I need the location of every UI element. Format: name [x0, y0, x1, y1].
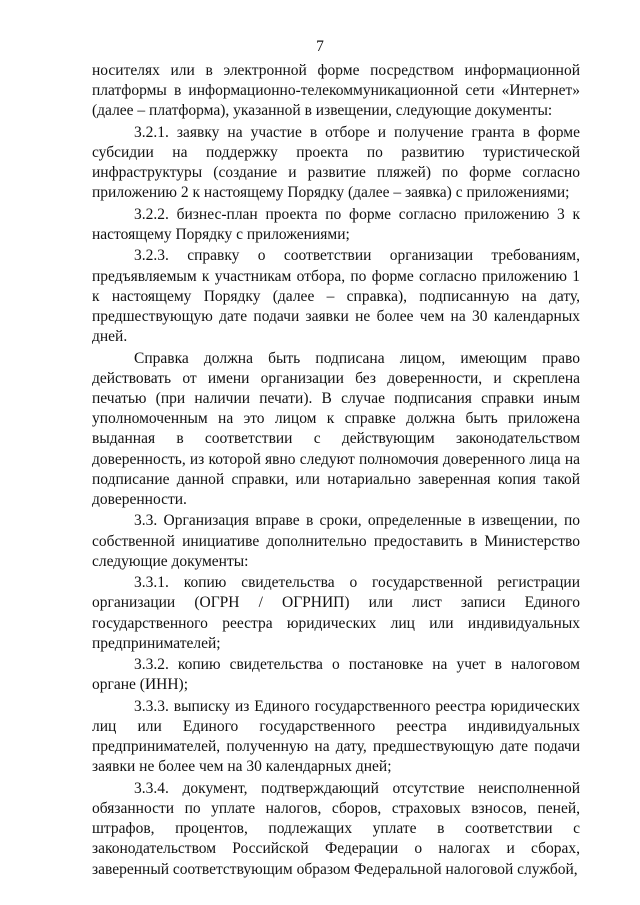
- paragraph-3-2-2: 3.2.2. бизнес-план проекта по форме согласно приложению 3 к настоящему Порядку с приложениями;: [92, 205, 580, 243]
- paragraph-3-3: 3.3. Организация вправе в сроки, определенные в извещении, по собственной инициативе дополнительно предоставить в Министерство следующие документы:: [92, 512, 580, 570]
- paragraph-intro: носителях или в электронной форме посредством информационной платформы в информационно-телекоммуникационной сети «Интернет» (далее – платформа), указанной в извещении, следующие документы:: [92, 62, 580, 120]
- paragraph-3-3-4: 3.3.4. документ, подтверждающий отсутствие неисполненной обязанности по уплате налогов, сборов, страховых взносов, пеней, штрафов, процентов, подлежащих уплате в соответствии с законодательством Российской Федерации о налогах и сборах, заверенный соответствующим образом Федеральной налоговой службой,: [92, 779, 580, 878]
- paragraph-3-3-3: 3.3.3. выписку из Единого государственного реестра юридических лиц или Единого государственного реестра индивидуальных предпринимателей, полученную на дату, предшествующую дате подачи заявки не более чем на 30 календарных дней;: [92, 697, 580, 776]
- paragraph-3-2-1: 3.2.1. заявку на участие в отборе и получение гранта в форме субсидии на поддержку проекта по развитию туристической инфраструктуры (создание и развитие пляжей) по форме согласно приложению 2 к настоящему Порядку (далее – заявка) с приложениями;: [92, 123, 580, 202]
- paragraph-signature-requirements: Справка должна быть подписана лицом, имеющим право действовать от имени организации без доверенности, и скреплена печатью (при наличии печати). В случае подписания справки иным уполномоченным на это лицом к справке должна быть приложена выданная в соответствии с действующим законодательством доверенность, из которой явно следуют полномочия доверенного лица на подписание данной справки, или нотариально заверенная копия такой доверенности.: [92, 349, 580, 509]
- document-body: [92, 61, 580, 881]
- paragraph-3-2-3: 3.2.3. справку о соответствии организации требованиям, предъявляемым к участникам отбора, по форме согласно приложению 1 к настоящему Порядку (далее – справка), подписанную на дату, предшествующую дате подачи заявки не более чем на 30 календарных дней.: [92, 247, 580, 346]
- page-number: 7: [316, 38, 324, 55]
- paragraph-3-3-2: 3.3.2. копию свидетельства о постановке на учет в налоговом органе (ИНН);: [92, 656, 580, 694]
- paragraph-3-3-1: 3.3.1. копию свидетельства о государственной регистрации организации (ОГРН / ОГРНИП) или лист записи Единого государственного реестра юридических лиц или индивидуальных предпринимателей;: [92, 574, 580, 652]
